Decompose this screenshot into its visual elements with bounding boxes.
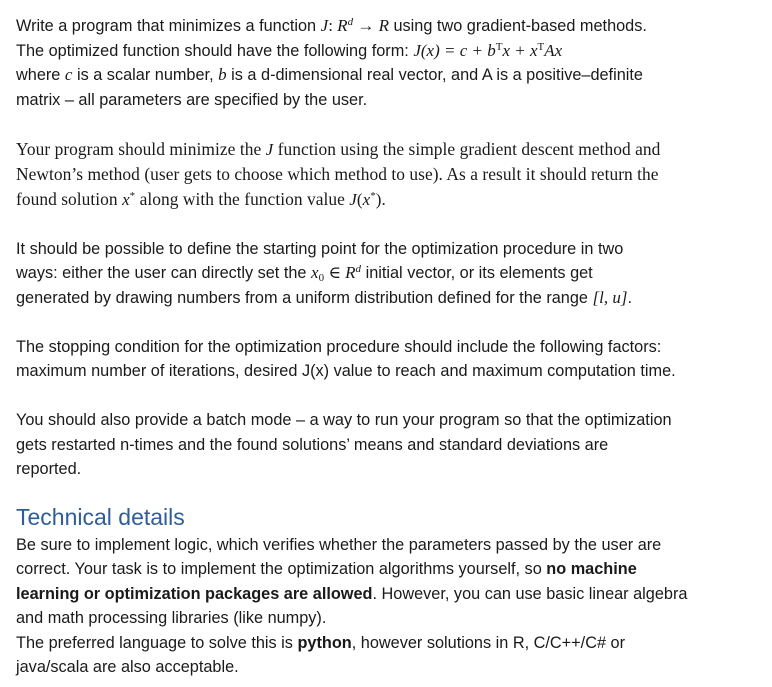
text: The preferred language to solve this is xyxy=(16,633,298,652)
text: The optimized function should have the following form: xyxy=(16,41,414,60)
text: is a d-dimensional real vector, and A is a positive–definite xyxy=(226,66,643,84)
starting-line-3 xyxy=(16,286,768,311)
text: initial vector, or its elements get xyxy=(361,264,593,282)
math-paren: ( xyxy=(356,189,363,209)
text: Your program should minimize the xyxy=(16,138,266,159)
bold-text: learning or optimization packages are allowed xyxy=(16,584,373,603)
math-R: R xyxy=(345,263,356,282)
math-x: x xyxy=(122,189,130,209)
text: generated by drawing numbers from a uniform distribution defined for the range xyxy=(16,288,593,307)
math-colon: : xyxy=(328,16,338,35)
intro-line-2 xyxy=(16,39,768,64)
technical-line-1: Be sure to implement logic, which verifies whether the parameters passed by the user are xyxy=(16,535,662,554)
text: correct. Your task is to implement the optimization algorithms yourself, so xyxy=(16,560,547,578)
text: using two gradient-based methods. xyxy=(388,17,647,35)
text: . However, you can use basic linear algebra xyxy=(372,584,688,603)
math-J: J xyxy=(320,16,329,35)
text: is a scalar number, xyxy=(72,66,219,84)
methods-paragraph xyxy=(16,137,768,213)
math-J: J xyxy=(413,40,421,60)
math-in: ∈ xyxy=(324,263,346,282)
math-R: R xyxy=(337,16,348,35)
intro-line-3 xyxy=(16,63,768,88)
text: where xyxy=(16,66,65,84)
math-x: x xyxy=(362,189,371,209)
intro-line-4: matrix – all parameters are specified by the user. xyxy=(16,90,368,109)
technical-line-6: java/scala are also acceptable. xyxy=(16,658,239,676)
methods-line-2: Newton’s method (user gets to choose which method to use). As a result it should return the xyxy=(16,164,659,184)
technical-section xyxy=(16,502,768,680)
starting-line-2 xyxy=(16,261,768,286)
batch-line-2: gets restarted n-times and the found solutions’ means and standard deviations are xyxy=(16,435,609,454)
section-heading: Technical details xyxy=(16,503,185,530)
math-x: (x) xyxy=(420,40,440,60)
stopping-line-1: The stopping condition for the optimization procedure should include the following factors: xyxy=(16,337,662,356)
math-R: R xyxy=(378,16,389,35)
text: found solution xyxy=(16,188,123,209)
technical-line-5 xyxy=(16,631,768,656)
math-J: J xyxy=(349,189,357,209)
math-range: [l, u] xyxy=(592,287,628,307)
math-d: d xyxy=(355,263,362,275)
batch-line-1: You should also provide a batch mode – a way to run your program so that the optimization xyxy=(16,411,672,429)
bold-text: no machine xyxy=(546,560,637,578)
technical-line-2 xyxy=(16,557,768,582)
intro-paragraph xyxy=(16,14,768,112)
text: function using the simple gradient descent method and xyxy=(273,138,661,159)
math-star: * xyxy=(370,189,376,202)
technical-line-3 xyxy=(16,582,768,607)
math-star: * xyxy=(129,189,136,202)
batch-paragraph xyxy=(16,408,768,482)
methods-line-3 xyxy=(16,187,768,213)
methods-line-1 xyxy=(16,137,768,163)
stopping-line-2: maximum number of iterations, desired J(x) value to reach and maximum computation time. xyxy=(16,362,676,380)
bold-text: python xyxy=(297,633,352,652)
math-b: b xyxy=(218,65,227,84)
math-formula: x + x xyxy=(502,40,538,60)
math-T: T xyxy=(495,40,503,53)
math-c: c xyxy=(64,65,73,84)
math-arrow: → xyxy=(353,16,379,35)
starting-point-paragraph xyxy=(16,237,768,311)
starting-line-1: It should be possible to define the starting point for the optimization procedure in two xyxy=(16,239,624,258)
math-J: J xyxy=(265,139,274,159)
text: Write a program that minimizes a function xyxy=(16,17,321,35)
batch-line-3: reported. xyxy=(16,460,82,478)
technical-line-4: and math processing libraries (like numpy). xyxy=(16,609,327,627)
math-x: x xyxy=(311,263,319,282)
text: along with the function value xyxy=(135,188,350,209)
text: . xyxy=(627,288,632,307)
math-formula: = c + b xyxy=(439,40,496,60)
text: ways: either the user can directly set the xyxy=(16,264,312,282)
stopping-paragraph xyxy=(16,335,768,384)
intro-line-1 xyxy=(16,14,768,39)
math-T: T xyxy=(537,40,545,53)
math-subscript: 0 xyxy=(318,272,325,284)
text: , however solutions in R, C/C++/C# or xyxy=(351,633,626,652)
math-d: d xyxy=(347,16,354,28)
math-paren: ). xyxy=(375,189,386,209)
math-Ax: Ax xyxy=(544,40,563,60)
document-page xyxy=(16,14,768,680)
